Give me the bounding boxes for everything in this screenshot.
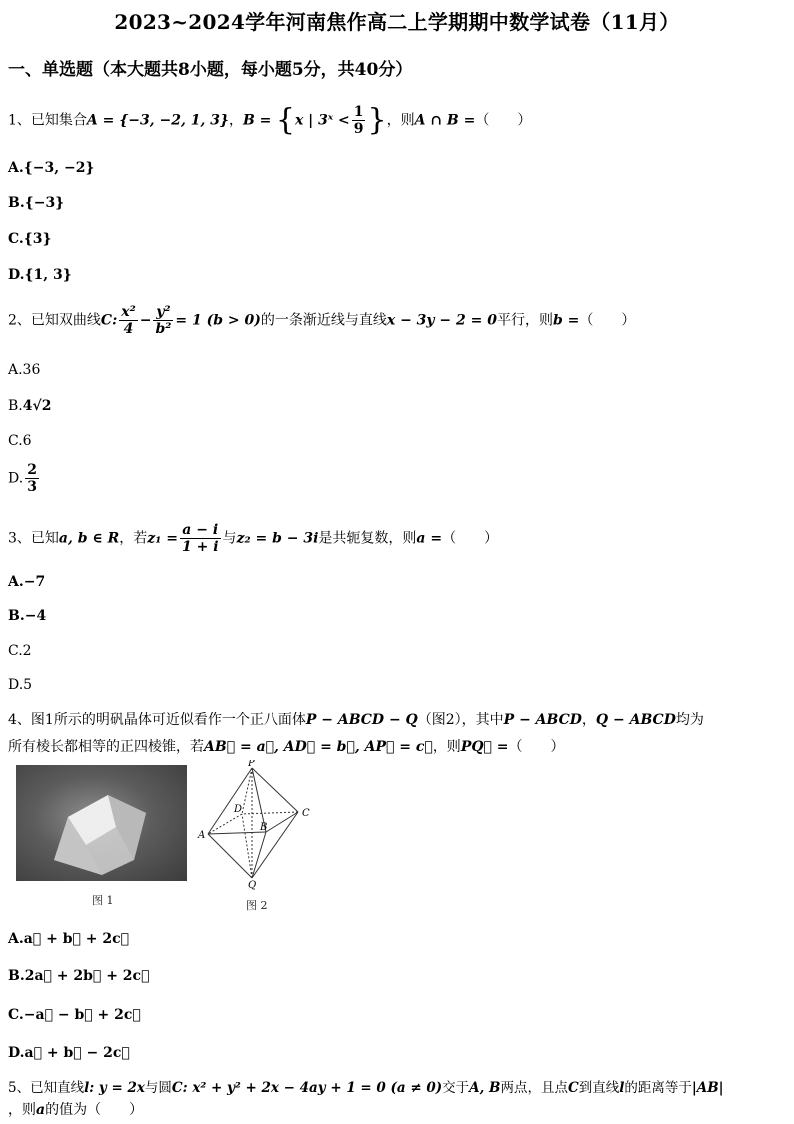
question-3: [8, 522, 498, 555]
q2-paren: （ ）: [579, 312, 636, 329]
q2-option-d-prefix: D.: [8, 470, 24, 487]
q5-l: l: [619, 1080, 625, 1096]
q2-mid: 的一条渐近线与直线: [260, 312, 387, 329]
q5-c: C: [567, 1080, 579, 1096]
q4-option-b: B.2a⃗ + 2b⃗ + 2c⃗: [8, 968, 150, 984]
q1-paren: （ ）: [475, 112, 532, 129]
q1-option-a: A.{−3, −2}: [8, 160, 95, 176]
question-2: [8, 304, 635, 337]
q2-f1-num: x²: [121, 304, 136, 320]
label-p: P: [248, 760, 255, 769]
q4-line1-c: 均为: [675, 712, 704, 728]
edge-pa: [208, 768, 252, 834]
q4-line1-b: （图2），其中: [417, 712, 504, 728]
q3-mid2: 与: [222, 530, 237, 547]
q2-option-d-fraction: [25, 462, 39, 495]
q2-option-b: [8, 396, 51, 416]
q4-line2-a: 所有棱长都相等的正四棱锥，若: [8, 739, 204, 755]
q2-f2-num: y²: [153, 304, 173, 321]
edge-bc: [266, 812, 298, 832]
edge-qb: [252, 832, 266, 878]
crystal-photo: [16, 765, 187, 881]
q2-option-b-value: 4√2: [22, 398, 52, 414]
edge-cd: [242, 812, 298, 814]
figure-1-caption: 图 1: [92, 894, 114, 907]
section-heading: 一、单选题（本大题共8小题，每小题5分，共40分）: [8, 60, 413, 80]
q5-mid1: 与圆: [144, 1080, 172, 1096]
question-1: [8, 104, 531, 137]
q1-comma: ，: [228, 112, 243, 129]
q5-points: A, B: [469, 1080, 501, 1096]
q1-frac-den: 9: [353, 121, 364, 137]
q4-sep: ，: [581, 712, 596, 728]
q5-line: l: y = 2x: [84, 1080, 145, 1096]
q1-fraction: [352, 104, 366, 137]
q2-tail: 平行，则: [497, 312, 553, 329]
question-5-line-1: [8, 1078, 724, 1098]
q4-paren: （ ）: [508, 739, 565, 755]
edge-qd: [242, 814, 252, 878]
edge-qa: [208, 834, 252, 878]
edge-da: [208, 814, 242, 834]
question-4-line-1: [8, 710, 704, 730]
question-4-line-2: [8, 737, 565, 757]
q2-option-c: C.6: [8, 433, 32, 449]
q1-option-c: C.{3}: [8, 231, 52, 247]
q1-set-a: A = {−3, −2, 1, 3}: [86, 112, 229, 129]
q4-option-d: D.a⃗ + b⃗ − 2c⃗: [8, 1045, 130, 1061]
q5-mid2: 交于: [442, 1080, 470, 1096]
q1-option-b: B.{−3}: [8, 195, 65, 211]
q3-mid1: ，若: [119, 530, 148, 547]
q3-z2: z₂ = b − 3i: [236, 530, 319, 547]
q2-minus: −: [139, 312, 152, 329]
figure-2-caption: 图 2: [246, 899, 268, 912]
q4-solid: P − ABCD − Q: [305, 712, 418, 728]
q3-fraction: [180, 522, 221, 555]
q4-line1-a: 4、图1所示的明矾晶体可近似看作一个正八面体: [8, 712, 306, 728]
q1-option-d: D.{1, 3}: [8, 267, 72, 283]
q2-option-d-den: 3: [27, 479, 37, 495]
label-a: A: [198, 830, 206, 841]
q4-pyramid-1: P − ABCD: [503, 712, 582, 728]
q3-option-a: A.−7: [8, 574, 46, 590]
q5-mid3: 两点，且点: [500, 1080, 568, 1096]
q2-option-d-num: 2: [27, 462, 37, 478]
q3-vars: a, b ∈ R: [58, 530, 120, 547]
q5-line2-b: 的值为（ ）: [45, 1102, 144, 1118]
q3-ask: a =: [416, 530, 443, 547]
left-brace: {: [275, 102, 295, 138]
q5-line2-a: ，则: [8, 1102, 36, 1118]
q1-frac-num: 1: [353, 104, 364, 120]
q3-paren: （ ）: [442, 530, 499, 547]
q2-prefix: 2、已知双曲线: [8, 312, 101, 329]
q5-mid5: 的距离等于: [624, 1080, 692, 1096]
q4-line2-b: ，则: [432, 739, 461, 755]
q5-prefix: 5、已知直线: [8, 1080, 85, 1096]
q3-option-c: C.2: [8, 643, 32, 659]
q5-circle: C: x² + y² + 2x − 4ay + 1 = 0 (a ≠ 0): [171, 1080, 443, 1096]
q3-prefix: 3、已知: [8, 530, 59, 547]
q2-option-b-prefix: B.: [8, 398, 23, 414]
q3-option-b: B.−4: [8, 608, 47, 624]
label-b: B: [260, 822, 268, 833]
q1-prefix: 1、已知集合: [8, 112, 87, 129]
edge-pc: [252, 768, 298, 812]
q1-set-b-inner: x | 3ˣ <: [294, 112, 350, 129]
q4-option-a: A.a⃗ + b⃗ + 2c⃗: [8, 931, 130, 947]
q4-pyramid-2: Q − ABCD: [595, 712, 676, 728]
q1-set-b-lhs: B =: [242, 112, 272, 129]
q3-frac-den: 1 + i: [181, 539, 219, 555]
q2-curve: C:: [100, 312, 118, 329]
edge-qc: [252, 812, 298, 878]
q3-tail: 是共轭复数，则: [318, 530, 417, 547]
crystal-shape: [16, 765, 187, 881]
q2-f2-den: b²: [155, 321, 172, 337]
q4-option-c: C.−a⃗ − b⃗ + 2c⃗: [8, 1007, 141, 1023]
label-d: D: [234, 804, 243, 815]
q1-then: ，则: [386, 112, 415, 129]
q5-ab: |AB|: [691, 1080, 724, 1096]
q5-mid4: 到直线: [578, 1080, 620, 1096]
label-c: C: [302, 808, 310, 819]
q4-vectors: AB⃗ = a⃗, AD⃗ = b⃗, AP⃗ = c⃗: [204, 739, 433, 755]
page-title: 2023~2024学年河南焦作高二上学期期中数学试卷（11月）: [114, 10, 680, 34]
q5-a: a: [36, 1102, 46, 1118]
q4-ask: PQ⃗ =: [460, 739, 509, 755]
edge-ab: [208, 832, 266, 834]
label-q: Q: [248, 880, 257, 890]
octahedron-diagram: [196, 760, 320, 890]
q3-z1: z₁ =: [147, 530, 178, 547]
q2-line: x − 3y − 2 = 0: [386, 312, 497, 329]
q3-option-d: D.5: [8, 677, 33, 693]
right-brace: }: [367, 102, 387, 138]
q2-fraction-1: [119, 304, 137, 337]
q2-option-d: [8, 462, 41, 495]
question-5-line-2: [8, 1100, 143, 1120]
q2-f1-den: 4: [123, 321, 134, 337]
q2-fraction-2: [153, 304, 173, 337]
q2-ask: b =: [553, 312, 580, 329]
q1-expr: A ∩ B =: [414, 112, 476, 129]
q2-option-a: A.36: [8, 362, 41, 378]
q2-eq: = 1 (b > 0): [175, 312, 261, 329]
q3-frac-num: a − i: [180, 522, 221, 539]
